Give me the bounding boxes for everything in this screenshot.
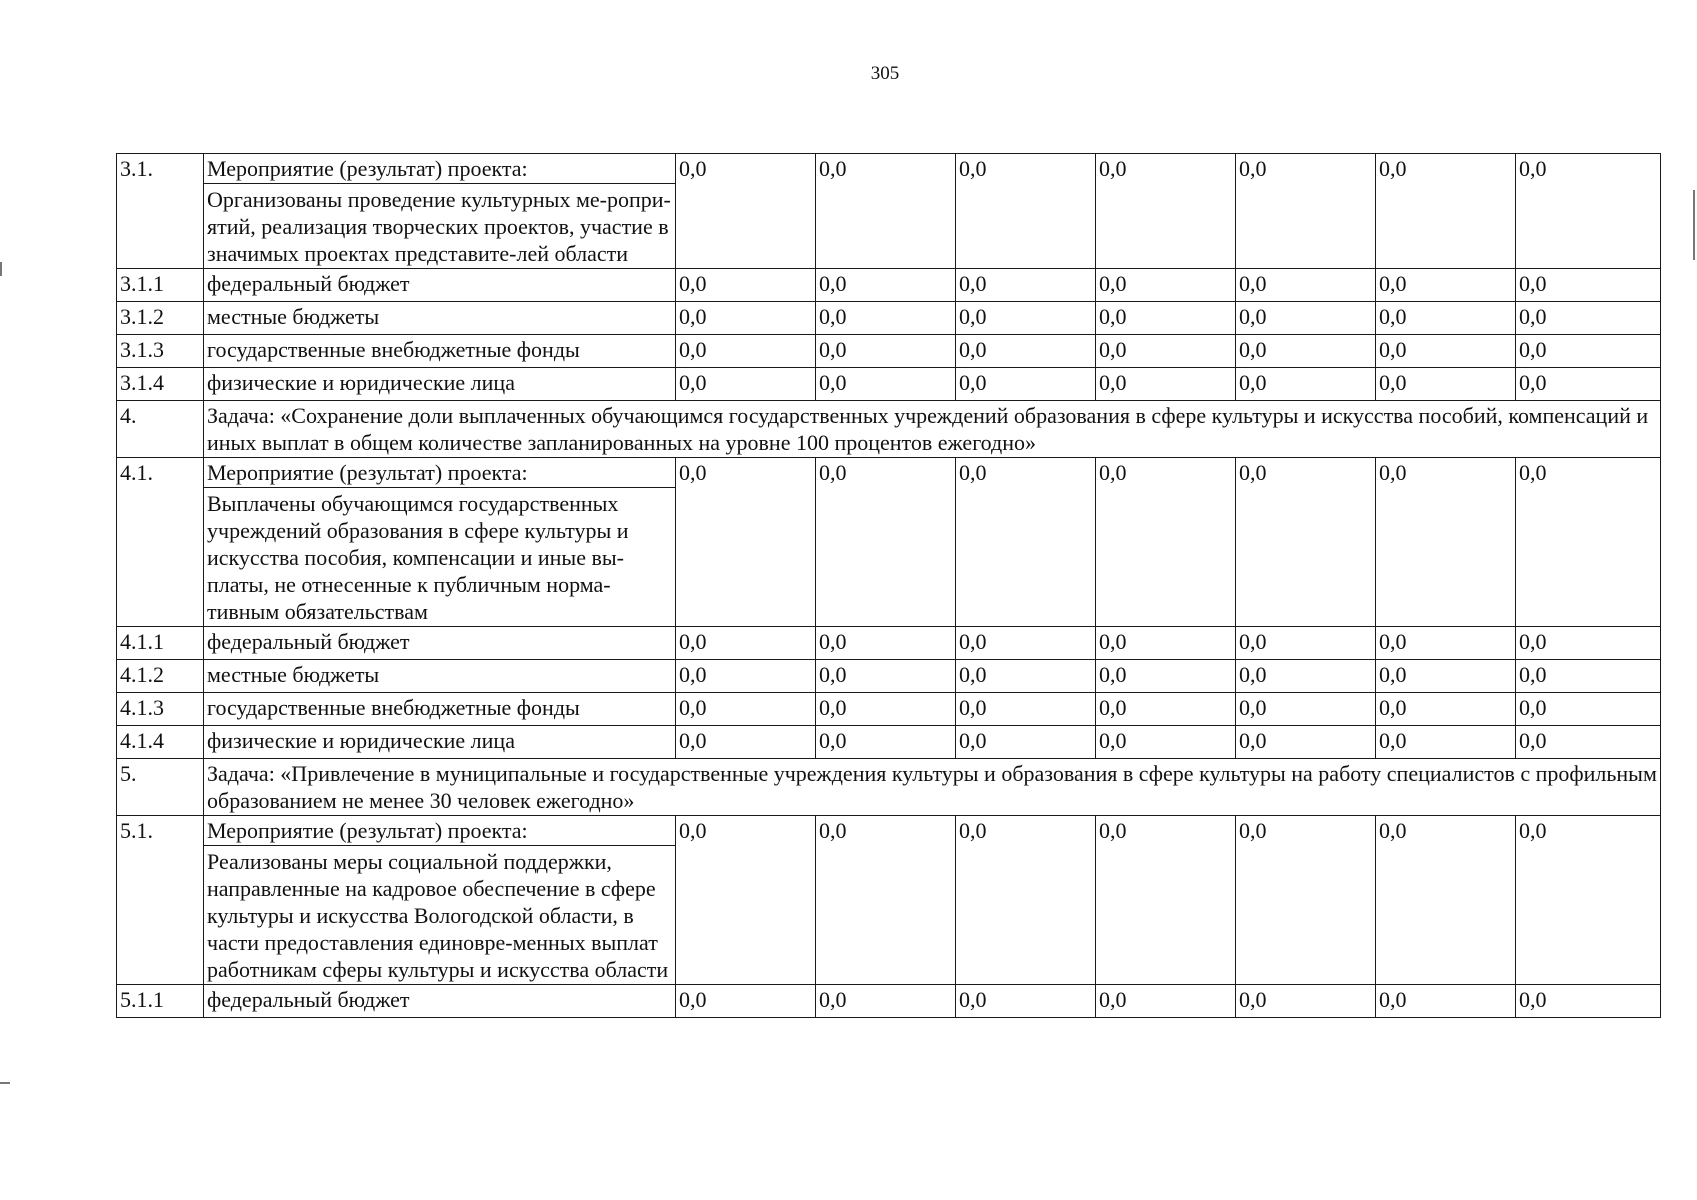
value-cell: 0,0 (816, 627, 956, 660)
funding-source-name: физические и юридические лица (204, 726, 676, 759)
value-cell: 0,0 (1376, 302, 1516, 335)
funding-source-name: федеральный бюджет (204, 627, 676, 660)
value-cell: 0,0 (676, 660, 816, 693)
task-row (117, 401, 1661, 458)
funding-source-name: федеральный бюджет (204, 985, 676, 1018)
value-cell: 0,0 (676, 368, 816, 401)
funding-source-row (117, 693, 1661, 726)
value-cell: 0,0 (1236, 335, 1376, 368)
row-number: 4.1.4 (117, 726, 204, 759)
value-cell: 0,0 (1516, 269, 1661, 302)
value-cell: 0,0 (1236, 269, 1376, 302)
value-cell: 0,0 (1096, 816, 1236, 985)
value-cell: 0,0 (816, 458, 956, 627)
activity-cell (204, 816, 676, 985)
scan-mark-right (1693, 190, 1695, 260)
row-number: 5.1.1 (117, 985, 204, 1018)
row-number: 3.1. (117, 154, 204, 269)
value-cell: 0,0 (1376, 726, 1516, 759)
value-cell: 0,0 (956, 726, 1096, 759)
value-cell: 0,0 (1516, 368, 1661, 401)
value-cell: 0,0 (1516, 335, 1661, 368)
value-cell: 0,0 (1376, 627, 1516, 660)
value-cell: 0,0 (956, 269, 1096, 302)
activity-row (117, 458, 1661, 627)
row-number: 4.1.2 (117, 660, 204, 693)
value-cell: 0,0 (1376, 816, 1516, 985)
value-cell: 0,0 (956, 458, 1096, 627)
value-cell: 0,0 (1376, 693, 1516, 726)
value-cell: 0,0 (1376, 154, 1516, 269)
funding-source-row (117, 726, 1661, 759)
value-cell: 0,0 (816, 154, 956, 269)
value-cell: 0,0 (956, 985, 1096, 1018)
value-cell: 0,0 (1236, 693, 1376, 726)
activity-cell (204, 458, 676, 627)
row-number: 3.1.2 (117, 302, 204, 335)
value-cell: 0,0 (1236, 368, 1376, 401)
value-cell: 0,0 (956, 816, 1096, 985)
task-text: Задача: «Сохранение доли выплаченных обучающимся государственных учреждений образования в сфере культуры и искусства пособий, компенсаций и иных выплат в общем количестве запланированных на уровне 100 процентов ежегодно» (204, 401, 1661, 458)
value-cell: 0,0 (1236, 985, 1376, 1018)
value-cell: 0,0 (1516, 458, 1661, 627)
funding-source-name: местные бюджеты (204, 302, 676, 335)
value-cell: 0,0 (676, 335, 816, 368)
value-cell: 0,0 (1096, 269, 1236, 302)
activity-row (117, 154, 1661, 269)
row-number: 3.1.1 (117, 269, 204, 302)
funding-source-row (117, 269, 1661, 302)
row-number: 4.1. (117, 458, 204, 627)
value-cell: 0,0 (676, 269, 816, 302)
funding-source-name: физические и юридические лица (204, 368, 676, 401)
row-number: 3.1.3 (117, 335, 204, 368)
value-cell: 0,0 (816, 660, 956, 693)
activity-cell (204, 154, 676, 269)
task-text: Задача: «Привлечение в муниципальные и государственные учреждения культуры и образования в сфере культуры на работу специалистов с профильным образованием не менее 30 человек ежегодно» (204, 759, 1661, 816)
value-cell: 0,0 (1516, 660, 1661, 693)
value-cell: 0,0 (1516, 627, 1661, 660)
activity-row (117, 816, 1661, 985)
value-cell: 0,0 (816, 816, 956, 985)
value-cell: 0,0 (676, 985, 816, 1018)
value-cell: 0,0 (956, 335, 1096, 368)
value-cell: 0,0 (816, 302, 956, 335)
value-cell: 0,0 (1096, 458, 1236, 627)
funding-source-row (117, 302, 1661, 335)
value-cell: 0,0 (1376, 269, 1516, 302)
value-cell: 0,0 (1236, 726, 1376, 759)
value-cell: 0,0 (676, 458, 816, 627)
funding-source-row (117, 660, 1661, 693)
value-cell: 0,0 (1096, 985, 1236, 1018)
value-cell: 0,0 (1516, 985, 1661, 1018)
funding-source-row (117, 335, 1661, 368)
activity-header: Мероприятие (результат) проекта: (204, 155, 675, 184)
row-number: 5.1. (117, 816, 204, 985)
value-cell: 0,0 (1096, 627, 1236, 660)
value-cell: 0,0 (956, 627, 1096, 660)
value-cell: 0,0 (1516, 816, 1661, 985)
activity-description: Выплачены обучающимся государственных учреждений образования в сфере культуры и искусства пособия, компенсации и иные вы-платы, не отнесенные к публичным норма-тивным обязательствам (207, 491, 629, 624)
value-cell: 0,0 (1236, 660, 1376, 693)
funding-source-name: федеральный бюджет (204, 269, 676, 302)
budget-table-body (117, 154, 1661, 1018)
value-cell: 0,0 (1376, 368, 1516, 401)
value-cell: 0,0 (1516, 302, 1661, 335)
scan-mark-left (0, 262, 2, 276)
value-cell: 0,0 (676, 627, 816, 660)
value-cell: 0,0 (1096, 335, 1236, 368)
row-number: 4.1.3 (117, 693, 204, 726)
activity-description: Организованы проведение культурных ме-роприятий, реализация творческих проектов, участие в значимых проектах представите-лей области (207, 187, 671, 266)
value-cell: 0,0 (1376, 660, 1516, 693)
value-cell: 0,0 (956, 660, 1096, 693)
value-cell: 0,0 (1516, 726, 1661, 759)
value-cell: 0,0 (1096, 368, 1236, 401)
funding-source-row (117, 368, 1661, 401)
row-number: 4. (117, 401, 204, 458)
value-cell: 0,0 (1236, 458, 1376, 627)
value-cell: 0,0 (676, 726, 816, 759)
value-cell: 0,0 (676, 816, 816, 985)
value-cell: 0,0 (1096, 693, 1236, 726)
value-cell: 0,0 (676, 154, 816, 269)
task-row (117, 759, 1661, 816)
value-cell: 0,0 (816, 726, 956, 759)
funding-source-row (117, 985, 1661, 1018)
value-cell: 0,0 (1096, 660, 1236, 693)
value-cell: 0,0 (676, 693, 816, 726)
row-number: 5. (117, 759, 204, 816)
value-cell: 0,0 (816, 693, 956, 726)
value-cell: 0,0 (1236, 816, 1376, 985)
funding-source-name: местные бюджеты (204, 660, 676, 693)
value-cell: 0,0 (676, 302, 816, 335)
value-cell: 0,0 (1096, 726, 1236, 759)
budget-table (116, 153, 1661, 1018)
value-cell: 0,0 (816, 335, 956, 368)
value-cell: 0,0 (1376, 335, 1516, 368)
value-cell: 0,0 (1516, 693, 1661, 726)
funding-source-row (117, 627, 1661, 660)
value-cell: 0,0 (1236, 154, 1376, 269)
activity-description: Реализованы меры социальной поддержки, направленные на кадровое обеспечение в сфере культуры и искусства Вологодской области, в части предоставления единовре-менных выплат работникам сферы культуры и искусства области (207, 849, 669, 982)
activity-header: Мероприятие (результат) проекта: (204, 817, 675, 846)
value-cell: 0,0 (1516, 154, 1661, 269)
value-cell: 0,0 (816, 368, 956, 401)
funding-source-name: государственные внебюджетные фонды (204, 693, 676, 726)
value-cell: 0,0 (956, 154, 1096, 269)
activity-header: Мероприятие (результат) проекта: (204, 459, 675, 488)
funding-source-name: государственные внебюджетные фонды (204, 335, 676, 368)
value-cell: 0,0 (1376, 458, 1516, 627)
row-number: 4.1.1 (117, 627, 204, 660)
value-cell: 0,0 (816, 269, 956, 302)
value-cell: 0,0 (816, 985, 956, 1018)
value-cell: 0,0 (1096, 154, 1236, 269)
value-cell: 0,0 (1236, 627, 1376, 660)
value-cell: 0,0 (1096, 302, 1236, 335)
value-cell: 0,0 (956, 302, 1096, 335)
value-cell: 0,0 (1236, 302, 1376, 335)
row-number: 3.1.4 (117, 368, 204, 401)
scan-mark-left-lower (0, 1082, 10, 1084)
value-cell: 0,0 (956, 368, 1096, 401)
value-cell: 0,0 (956, 693, 1096, 726)
value-cell: 0,0 (1376, 985, 1516, 1018)
page-number: 305 (870, 63, 900, 84)
